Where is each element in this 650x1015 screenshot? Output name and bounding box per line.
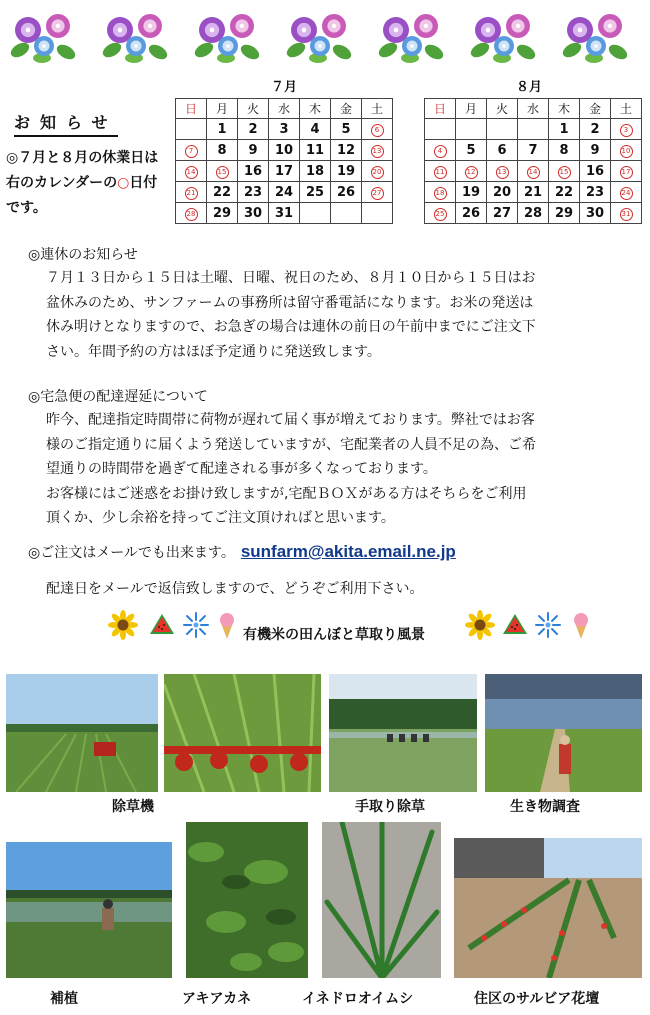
morning-glory-icon xyxy=(98,6,172,66)
holiday-line: 盆休みのため、サンファームの事務所は留守番電話になります。お米の発送は xyxy=(46,294,534,311)
calendar-empty-cell xyxy=(425,119,456,140)
morning-glory-border xyxy=(0,6,650,68)
calendar-day-closed xyxy=(425,140,456,161)
photo-caption: アキアカネ xyxy=(182,991,252,1007)
calendar-day-closed xyxy=(425,203,456,224)
delivery-body xyxy=(28,408,628,531)
holiday-heading: ◎連休のお知らせ xyxy=(28,247,138,263)
photo-caption: 補植 xyxy=(50,991,78,1007)
morning-glory-icon xyxy=(374,6,448,66)
closed-day-mark: 12 xyxy=(465,166,478,179)
photo-wildlife-survey xyxy=(485,674,642,792)
delivery-line: 昨今、配達指定時間帯に荷物が遅れて届く事が増えております。弊社ではお客 xyxy=(46,412,535,428)
calendar-day: 23 xyxy=(238,182,269,203)
calendar-month-title: ８月 xyxy=(516,80,543,95)
calendar-day: 5 xyxy=(456,140,487,161)
calendar-header-cell: 木 xyxy=(300,99,331,119)
photo-weeding-machine xyxy=(6,674,158,792)
closed-day-mark: 3 xyxy=(620,124,633,137)
photo-hand-weeding xyxy=(329,674,477,792)
closed-day-mark: 20 xyxy=(371,166,384,179)
morning-glory-icon xyxy=(190,6,264,66)
calendar-day-closed xyxy=(362,119,393,140)
calendar-day-closed xyxy=(611,140,642,161)
calendar-day: 9 xyxy=(238,140,269,161)
firework-icon xyxy=(181,610,211,640)
closed-day-mark: 13 xyxy=(371,145,384,158)
calendar-header-cell: 土 xyxy=(362,99,393,119)
closed-day-mark: 25 xyxy=(434,208,447,221)
calendar-day: 31 xyxy=(269,203,300,224)
sunflower-icon xyxy=(108,610,138,640)
closed-day-mark: 14 xyxy=(185,166,198,179)
calendar-day: 19 xyxy=(331,161,362,182)
calendar-day: 17 xyxy=(269,161,300,182)
calendar-empty-cell xyxy=(456,119,487,140)
notice-ring-mark: ○ xyxy=(117,175,130,191)
calendar-day: 23 xyxy=(580,182,611,203)
calendar-day: 20 xyxy=(487,182,518,203)
closed-day-mark: 14 xyxy=(527,166,540,179)
calendar-day: 22 xyxy=(549,182,580,203)
photo-weeding-machine-closeup xyxy=(164,674,321,792)
calendar-day: 10 xyxy=(269,140,300,161)
calendar-month-title: ７月 xyxy=(271,80,298,95)
morning-glory-icon xyxy=(558,6,632,66)
morning-glory-icon xyxy=(282,6,356,66)
calendar-day-closed xyxy=(425,161,456,182)
closed-day-mark: 11 xyxy=(434,166,447,179)
calendar-header-cell: 土 xyxy=(611,99,642,119)
calendar-day: 11 xyxy=(300,140,331,161)
morning-glory-icon xyxy=(466,6,540,66)
calendar-empty-cell xyxy=(176,119,207,140)
calendar-day: 7 xyxy=(518,140,549,161)
calendar-day: 2 xyxy=(580,119,611,140)
ice-cream-icon xyxy=(566,610,596,640)
closed-day-mark: 27 xyxy=(371,187,384,200)
calendar-grid xyxy=(424,98,642,224)
firework-icon xyxy=(533,610,563,640)
closed-day-mark: 7 xyxy=(185,145,198,158)
delivery-heading: ◎宅急便の配達遅延について xyxy=(28,389,208,405)
calendar-day-closed xyxy=(487,161,518,182)
calendar-empty-cell xyxy=(331,203,362,224)
calendar-day: 22 xyxy=(207,182,238,203)
calendar-day: 29 xyxy=(549,203,580,224)
calendar-header-cell: 木 xyxy=(549,99,580,119)
closed-day-mark: 21 xyxy=(185,187,198,200)
photo-caption: イネドロオイムシ xyxy=(302,991,414,1007)
delivery-line: お客様にはご迷惑をお掛け致しますが,宅配ＢＯＸがある方はそちらをご利用 xyxy=(46,485,527,502)
email-link[interactable]: sunfarm@akita.email.ne.jp xyxy=(240,542,456,561)
closed-day-mark: 15 xyxy=(558,166,571,179)
calendar-day: 1 xyxy=(549,119,580,140)
calendar-day-closed xyxy=(518,161,549,182)
calendar-day: 25 xyxy=(300,182,331,203)
calendar-day: 12 xyxy=(331,140,362,161)
calendar-header-cell: 金 xyxy=(331,99,362,119)
closed-day-mark: 4 xyxy=(434,145,447,158)
photo-caption: 生き物調査 xyxy=(510,799,580,815)
closed-day-mark: 6 xyxy=(371,124,384,137)
closed-day-mark: 18 xyxy=(434,187,447,200)
delivery-section xyxy=(28,386,648,531)
gallery-title: 有機米の田んぼと草取り風景 xyxy=(243,627,425,643)
calendar-day-closed xyxy=(611,203,642,224)
calendar-day-closed xyxy=(176,140,207,161)
calendar-day-closed xyxy=(362,182,393,203)
closed-day-mark: 24 xyxy=(620,187,633,200)
closed-day-mark: 15 xyxy=(216,166,229,179)
calendar-day-closed xyxy=(611,119,642,140)
email-line xyxy=(28,540,456,565)
calendar-day: 9 xyxy=(580,140,611,161)
calendar-day: 8 xyxy=(549,140,580,161)
delivery-line: 望通りの時間帯を過ぎて配達される事が多くなっております。 xyxy=(46,461,437,477)
calendar-day: 6 xyxy=(487,140,518,161)
notice-text-a: ◎７月と８月の休業日は右のカレンダーの xyxy=(6,150,159,191)
holiday-line: さい。年間予約の方はほぼ予定通りに発送致します。 xyxy=(46,343,381,360)
calendar-day: 29 xyxy=(207,203,238,224)
calendar-day: 5 xyxy=(331,119,362,140)
email-reply-note: 配達日をメールで返信致しますので、どうぞご利用下さい。 xyxy=(46,581,424,597)
calendar-day: 18 xyxy=(300,161,331,182)
calendar-day: 3 xyxy=(269,119,300,140)
calendar-day-closed xyxy=(176,182,207,203)
closed-day-mark: 17 xyxy=(620,166,633,179)
calendar-empty-cell xyxy=(362,203,393,224)
calendar-header-cell: 月 xyxy=(456,99,487,119)
calendar-day-closed xyxy=(611,182,642,203)
delivery-line: 様のご指定通りに届くよう発送していますが、宅配業者の人員不足の為、ご希 xyxy=(46,436,536,453)
calendar-day-closed xyxy=(611,161,642,182)
notice-title: お知らせ xyxy=(14,110,118,137)
photo-caption: 手取り除草 xyxy=(355,799,425,815)
calendar-header-cell: 火 xyxy=(238,99,269,119)
calendar-header-cell: 水 xyxy=(518,99,549,119)
calendar-empty-cell xyxy=(487,119,518,140)
holiday-line: 休み明けとなりますので、お急ぎの場合は連休の前日の午前中までにご注文下 xyxy=(46,319,536,335)
calendar-day: 27 xyxy=(487,203,518,224)
notice-text xyxy=(6,146,162,221)
photo-caption: 除草機 xyxy=(112,799,154,815)
calendar-day: 30 xyxy=(238,203,269,224)
photo-rice-leaf-beetle xyxy=(322,822,441,978)
watermelon-icon xyxy=(500,610,530,640)
calendar-day-closed xyxy=(207,161,238,182)
email-intro: ◎ご注文はメールでも出来ます。 xyxy=(28,545,235,561)
calendar-header-cell: 金 xyxy=(580,99,611,119)
calendar-day: 8 xyxy=(207,140,238,161)
calendar-day: 26 xyxy=(331,182,362,203)
ice-cream-icon xyxy=(212,610,242,640)
calendar-day-closed xyxy=(176,203,207,224)
calendar-day-closed xyxy=(362,161,393,182)
holiday-body xyxy=(28,266,628,364)
closed-day-mark: 28 xyxy=(185,208,198,221)
calendar-day: 28 xyxy=(518,203,549,224)
calendar-grid xyxy=(175,98,393,224)
calendar-day-closed xyxy=(549,161,580,182)
calendar-header-cell: 日 xyxy=(176,99,207,119)
calendar-day: 1 xyxy=(207,119,238,140)
calendar-day-closed xyxy=(362,140,393,161)
calendar-day: 4 xyxy=(300,119,331,140)
calendar-empty-cell xyxy=(300,203,331,224)
calendar-day-closed xyxy=(176,161,207,182)
watermelon-icon xyxy=(147,610,177,640)
photo-caption: 住区のサルビア花壇 xyxy=(474,991,600,1007)
notice-text-b: 日付です。 xyxy=(6,175,158,216)
calendar-day-closed xyxy=(456,161,487,182)
holiday-line: ７月１３日から１５日は土曜、日曜、祝日のため、８月１０日から１５日はお xyxy=(46,270,536,286)
closed-day-mark: 10 xyxy=(620,145,633,158)
closed-day-mark: 31 xyxy=(620,208,633,221)
calendar-day: 26 xyxy=(456,203,487,224)
calendar-header-cell: 月 xyxy=(207,99,238,119)
calendar-july xyxy=(175,80,393,224)
photo-replanting xyxy=(6,842,172,978)
calendar-header-cell: 火 xyxy=(487,99,518,119)
calendar-august xyxy=(424,80,642,224)
calendar-day: 19 xyxy=(456,182,487,203)
photo-salvia-flowerbed xyxy=(454,838,642,978)
morning-glory-icon xyxy=(6,6,80,66)
calendar-day: 2 xyxy=(238,119,269,140)
calendar-day: 21 xyxy=(518,182,549,203)
calendar-header-cell: 日 xyxy=(425,99,456,119)
delivery-line: 頂くか、少し余裕を持ってご注文頂ければと思います。 xyxy=(46,510,395,526)
photo-dragonfly xyxy=(186,822,308,978)
calendar-header-cell: 水 xyxy=(269,99,300,119)
sunflower-icon xyxy=(465,610,495,640)
calendar-day: 16 xyxy=(238,161,269,182)
holiday-section xyxy=(28,244,648,364)
calendar-day-closed xyxy=(425,182,456,203)
calendar-day: 30 xyxy=(580,203,611,224)
calendar-day: 24 xyxy=(269,182,300,203)
closed-day-mark: 13 xyxy=(496,166,509,179)
calendar-empty-cell xyxy=(518,119,549,140)
calendar-day: 16 xyxy=(580,161,611,182)
